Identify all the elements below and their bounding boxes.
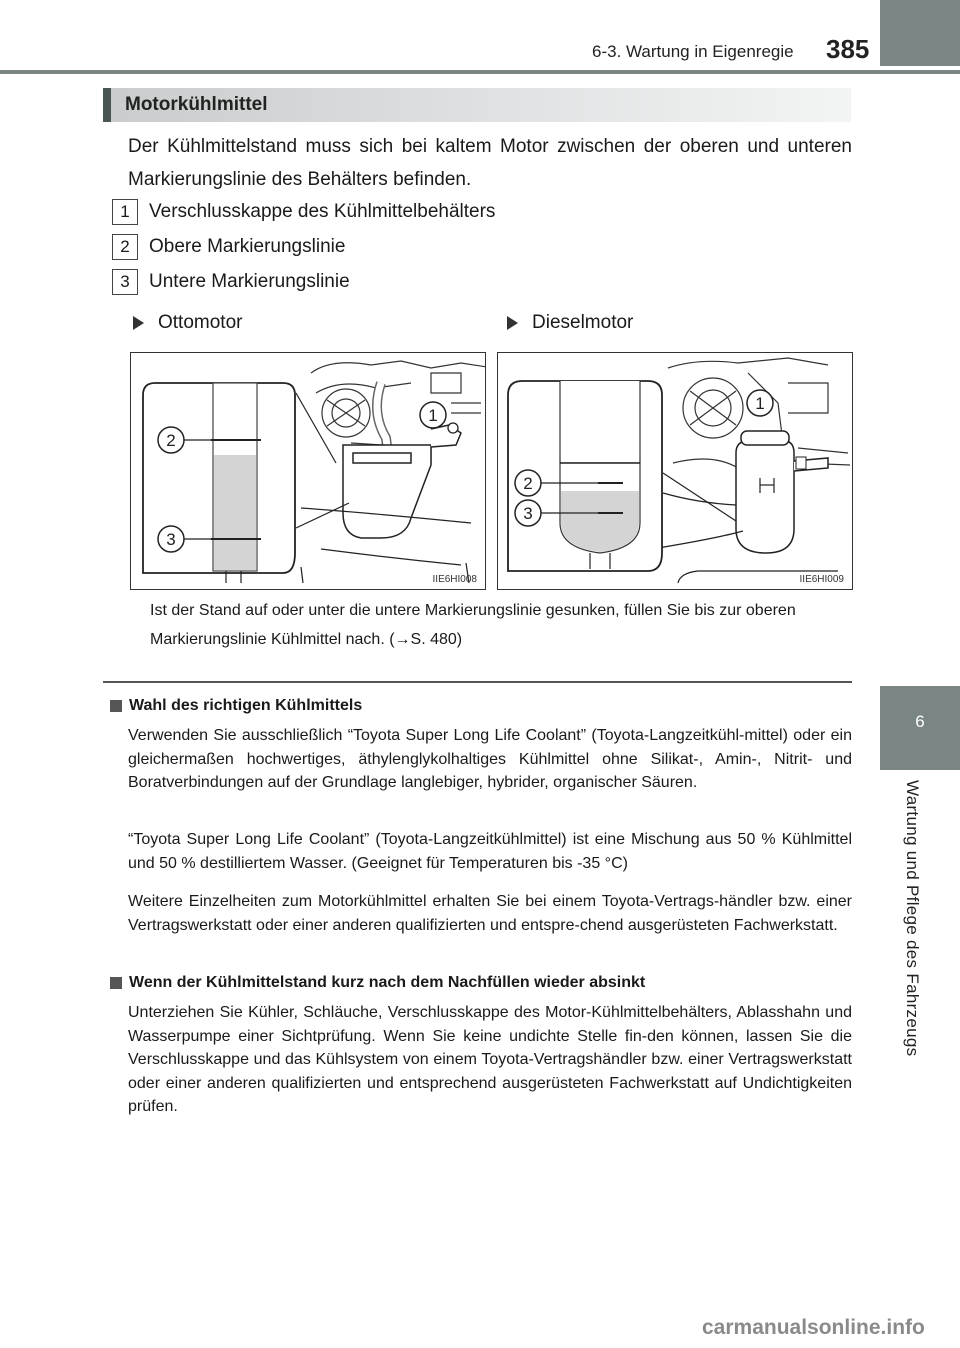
triangle-bullet-icon bbox=[507, 316, 518, 330]
callout-badge: 2 bbox=[112, 234, 138, 260]
subsection-heading-2 bbox=[110, 974, 645, 992]
subsection-1-paragraph-1: Verwenden Sie ausschließlich “Toyota Super Long Life Coolant” (Toyota-Langzeitkühl-mittel) oder ein gleichermaßen hochwertiges, äthylenglykolhaltiges Kühlmittel ohne Silikat-, Amin-, Nitrit- und Boratverbindungen auf der Grundlage langlebiger, hybrider, organischer Säuren. bbox=[128, 727, 852, 791]
subsection-heading-text: Wenn der Kühlmittelstand kurz nach dem Nachfüllen wieder absinkt bbox=[129, 974, 646, 991]
side-tab-top-bar bbox=[880, 0, 960, 66]
figure-petrol-coolant-reservoir bbox=[130, 352, 486, 590]
callout-3-left bbox=[158, 526, 184, 552]
intro-paragraph: Der Kühlmittelstand muss sich bei kaltem Motor zwischen der oberen und unteren Markierungslinie des Behälters befinden. bbox=[128, 136, 852, 190]
callout-3-left bbox=[515, 500, 541, 526]
page-header bbox=[0, 0, 960, 80]
subsection-1-paragraph-3: Weitere Einzelheiten zum Motorkühlmittel erhalten Sie bei einem Toyota-Vertrags-händler bzw. einer Vertragswerkstatt oder einer anderen qualifizierten und entspre-chend ausgerüsteten Fachwerkstatt. bbox=[128, 893, 852, 934]
svg-text:2: 2 bbox=[523, 474, 533, 493]
figure-code: IIE6HI009 bbox=[799, 574, 844, 585]
engine-bay-illustration bbox=[498, 353, 853, 590]
page-number: 385 bbox=[826, 34, 870, 64]
figure-label-text: Dieselmotor bbox=[532, 312, 634, 333]
header-rule bbox=[0, 70, 960, 74]
legend-item-1 bbox=[112, 199, 495, 225]
legend-item-2 bbox=[112, 234, 345, 260]
section-title: Motorkühlmittel bbox=[125, 94, 268, 115]
svg-text:1: 1 bbox=[755, 394, 765, 413]
subsection-heading-text: Wahl des richtigen Kühlmittels bbox=[129, 697, 363, 714]
square-bullet-icon bbox=[110, 700, 122, 712]
svg-text:1: 1 bbox=[428, 406, 438, 425]
callout-1-right bbox=[747, 390, 773, 416]
callout-badge: 1 bbox=[112, 199, 138, 225]
section-heading-accent bbox=[103, 88, 111, 122]
figure-label-diesel bbox=[507, 312, 633, 334]
legend-label: Untere Markierungslinie bbox=[149, 271, 350, 292]
callout-badge: 3 bbox=[112, 269, 138, 295]
callout-2-left bbox=[158, 427, 184, 453]
subsection-2-paragraph-1: Unterziehen Sie Kühler, Schläuche, Verschlusskappe des Motor-Kühlmittelbehälters, Ablasshahn und Wasserpumpe einer Sichtprüfung. Wenn Sie keine undichte Stelle fin-den können, lassen Sie die Verschlusskappe und das Kühlsystem von einem Toyota-Vertragshändler bzw. einer Vertragswerkstatt oder einer anderen qualifizierten und entsprechend ausgerüsteten Fachwerkstatt auf Undichtigkeiten prüfen. bbox=[128, 1004, 852, 1115]
subsection-heading-1 bbox=[110, 697, 362, 715]
section-heading-bar bbox=[103, 88, 851, 122]
svg-text:3: 3 bbox=[166, 530, 176, 549]
svg-text:3: 3 bbox=[523, 504, 533, 523]
legend-item-3 bbox=[112, 269, 350, 295]
legend-label: Verschlusskappe des Kühlmittelbehälters bbox=[149, 201, 496, 222]
square-bullet-icon bbox=[110, 977, 122, 989]
chapter-side-tab bbox=[880, 0, 960, 1348]
header-section-title: 6-3. Wartung in Eigenregie bbox=[592, 42, 794, 61]
callout-1-right bbox=[420, 402, 446, 428]
chapter-number: 6 bbox=[915, 712, 925, 731]
chapter-title-vertical bbox=[902, 780, 938, 1100]
watermark: carmanualsonline.info bbox=[702, 1316, 925, 1339]
subsection-1-paragraph-2: “Toyota Super Long Life Coolant” (Toyota-Langzeitkühlmittel) ist eine Mischung aus 50 % Kühlmittel und 50 % destilliertem Wasser. (Geeignet für Temperaturen bis -35 °C) bbox=[128, 831, 852, 872]
engine-bay-illustration bbox=[131, 353, 486, 590]
section-divider bbox=[103, 681, 852, 683]
triangle-bullet-icon bbox=[133, 316, 144, 330]
legend-label: Obere Markierungslinie bbox=[149, 236, 346, 257]
figure-label-petrol bbox=[133, 312, 242, 334]
chapter-title: Wartung und Pflege des Fahrzeugs bbox=[903, 780, 922, 1057]
svg-text:2: 2 bbox=[166, 431, 176, 450]
zoom-cylinder-petrol bbox=[143, 383, 295, 583]
figure-code: IIE6HI008 bbox=[432, 574, 477, 585]
refill-note: Ist der Stand auf oder unter die untere Markierungslinie gesunken, füllen Sie bis zur oberen Markierungslinie Kühlmittel nach. (→S. 480) bbox=[150, 602, 796, 648]
figure-label-text: Ottomotor bbox=[158, 312, 243, 333]
figure-diesel-coolant-reservoir bbox=[497, 352, 853, 590]
callout-2-left bbox=[515, 470, 541, 496]
